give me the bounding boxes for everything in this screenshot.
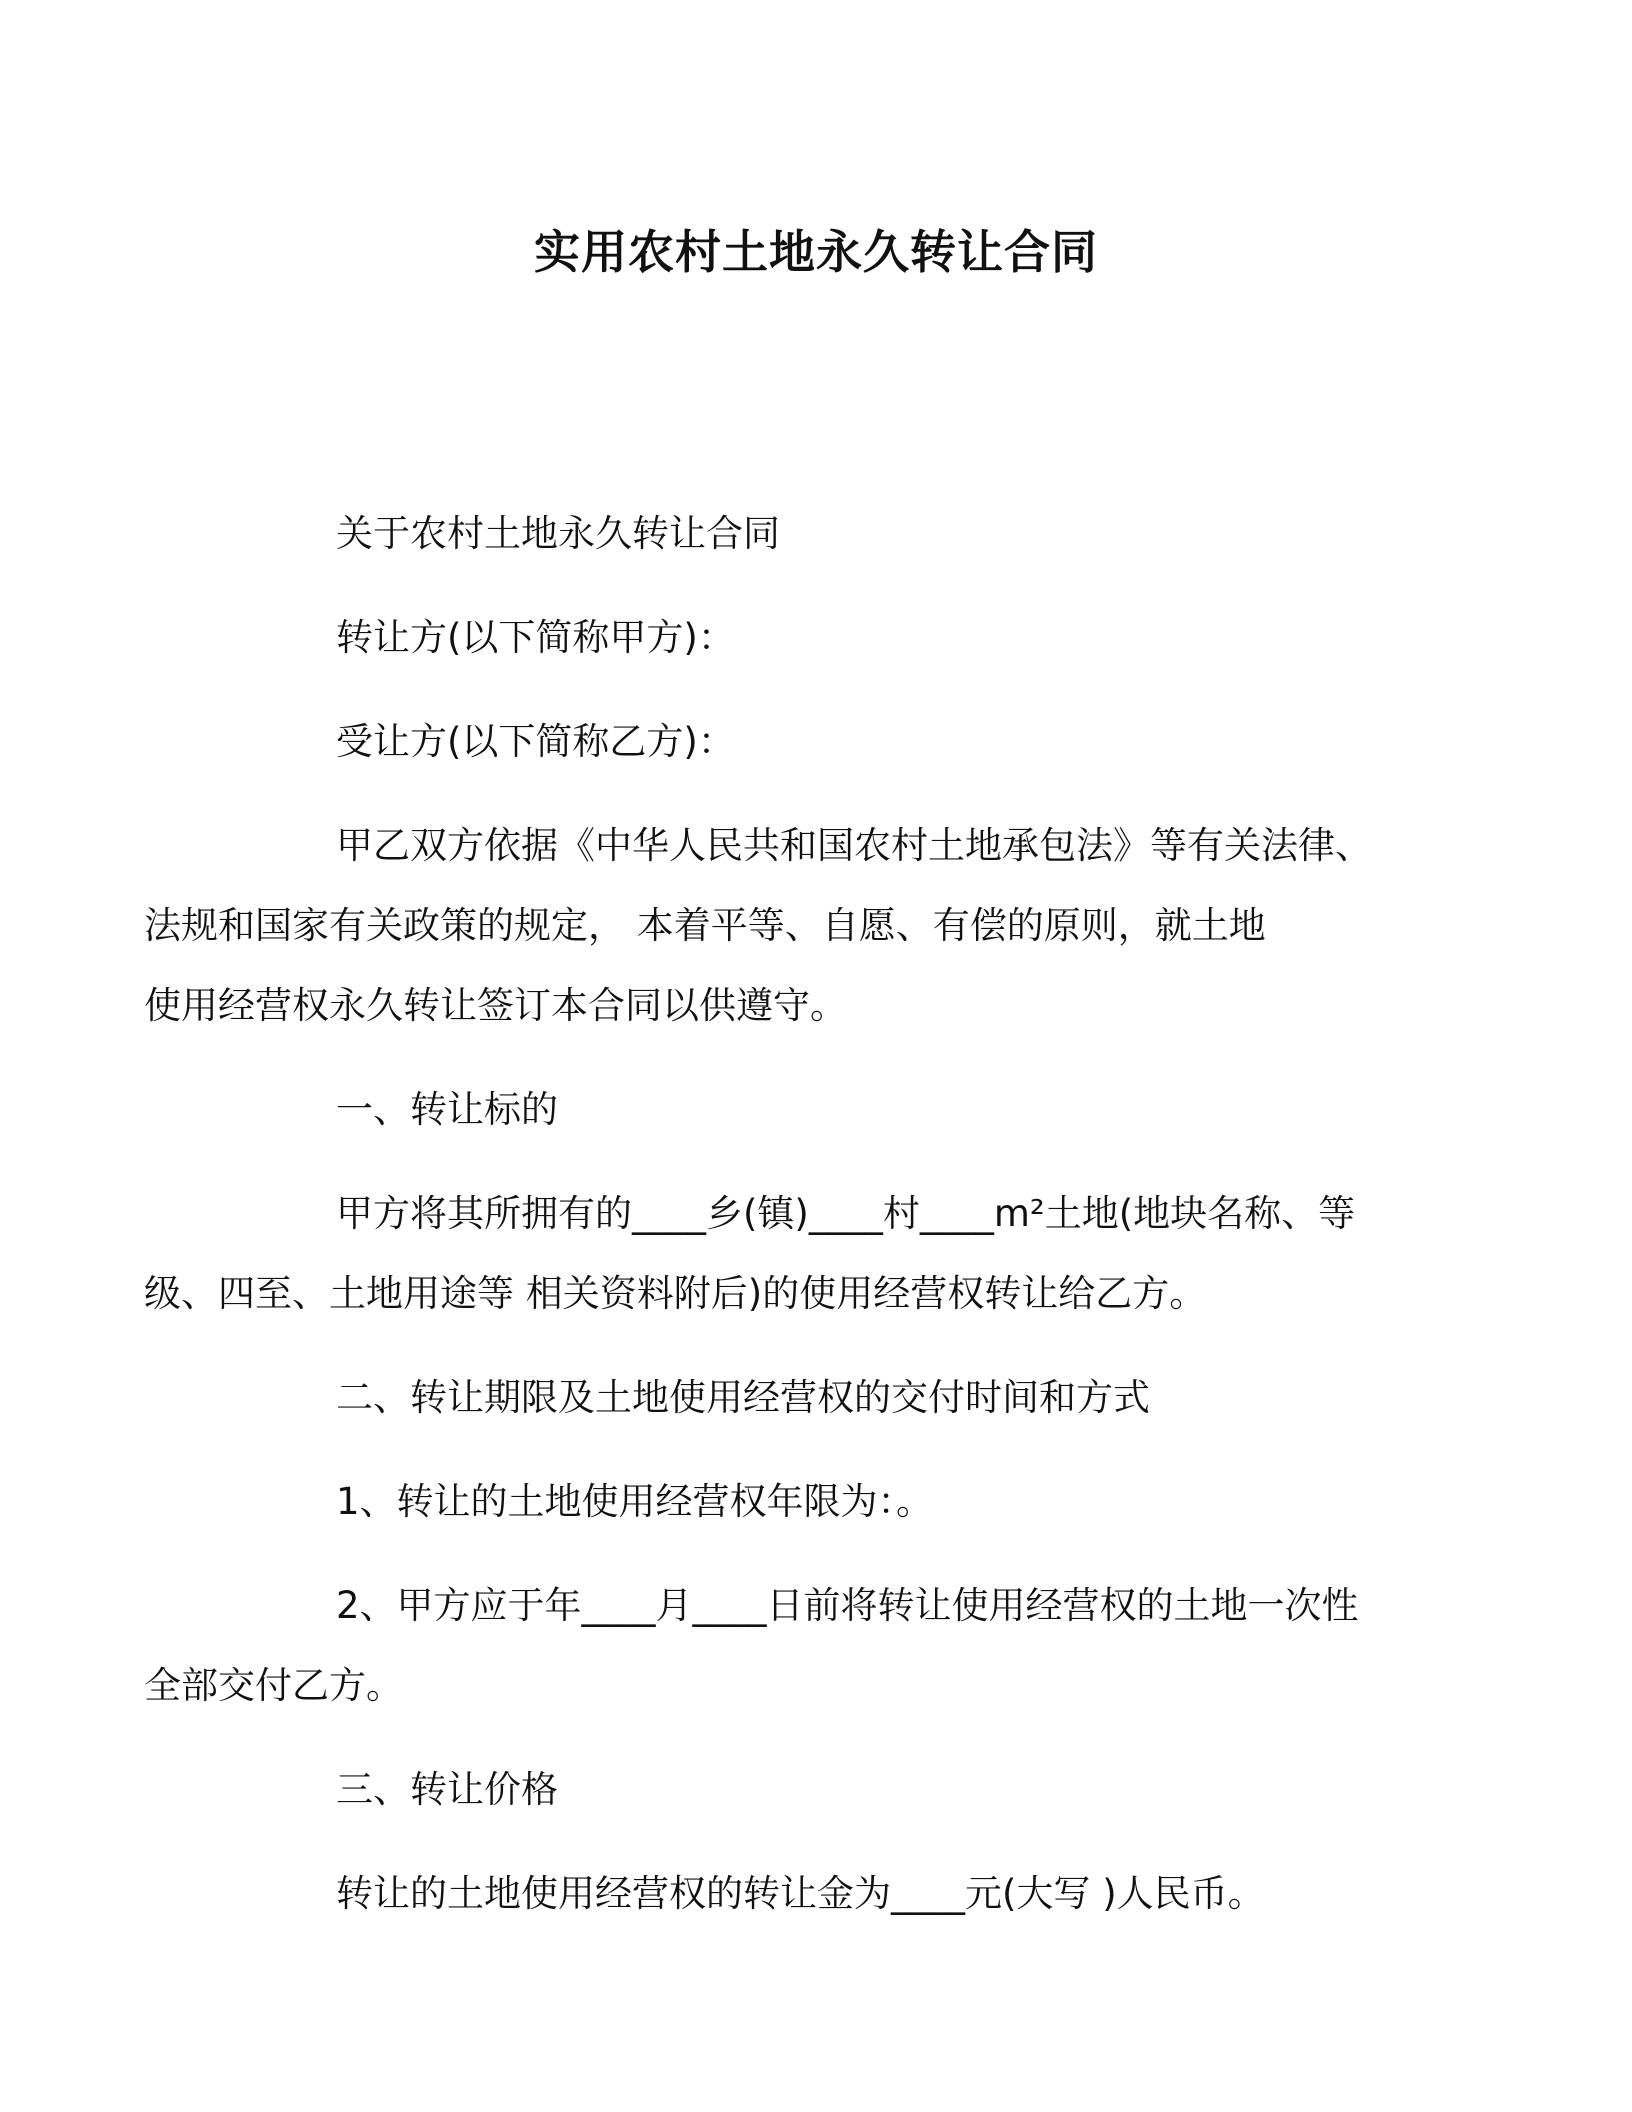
section-2-item-2-line-1: 2、甲方应于年____月____日前将转让使用经营权的土地一次性 [336,1584,1359,1627]
preamble-line-3: 使用经营权永久转让签订本合同以供遵守。 [144,984,847,1027]
section-1-line-2: 级、四至、土地用途等 相关资料附后)的使用经营权转让给乙方。 [144,1272,1207,1315]
section-2-title: 二、转让期限及土地使用经营权的交付时间和方式 [336,1376,1150,1419]
section-2-item-2 [144,1566,1390,1726]
document-body [144,494,1390,1958]
section-3-title: 三、转让价格 [336,1768,558,1811]
document-title: 实用农村土地永久转让合同 [534,225,1098,279]
section-2-item-1: 1、转让的土地使用经营权年限为：。 [336,1480,934,1523]
section-3-body: 转让的土地使用经营权的转让金为____元(大写 )人民币。 [336,1872,1265,1915]
transferee-line: 受让方(以下简称乙方)： [336,720,735,763]
section-2-item-2-line-2: 全部交付乙方。 [144,1664,403,1707]
preamble-paragraph [144,806,1390,1046]
preamble-line-2: 法规和国家有关政策的规定， 本着平等、自愿、有偿的原则，就土地 [144,904,1266,947]
transferor-line: 转让方(以下简称甲方)： [336,616,735,659]
section-1-paragraph [144,1174,1390,1334]
section-1-line-1: 甲方将其所拥有的____乡(镇)____村____m²土地(地块名称、等 [336,1192,1356,1235]
contract-heading: 关于农村土地永久转让合同 [336,512,780,555]
section-1-title: 一、转让标的 [336,1088,558,1131]
preamble-line-1: 甲乙双方依据《中华人民共和国农村土地承包法》等有关法律、 [336,824,1372,867]
